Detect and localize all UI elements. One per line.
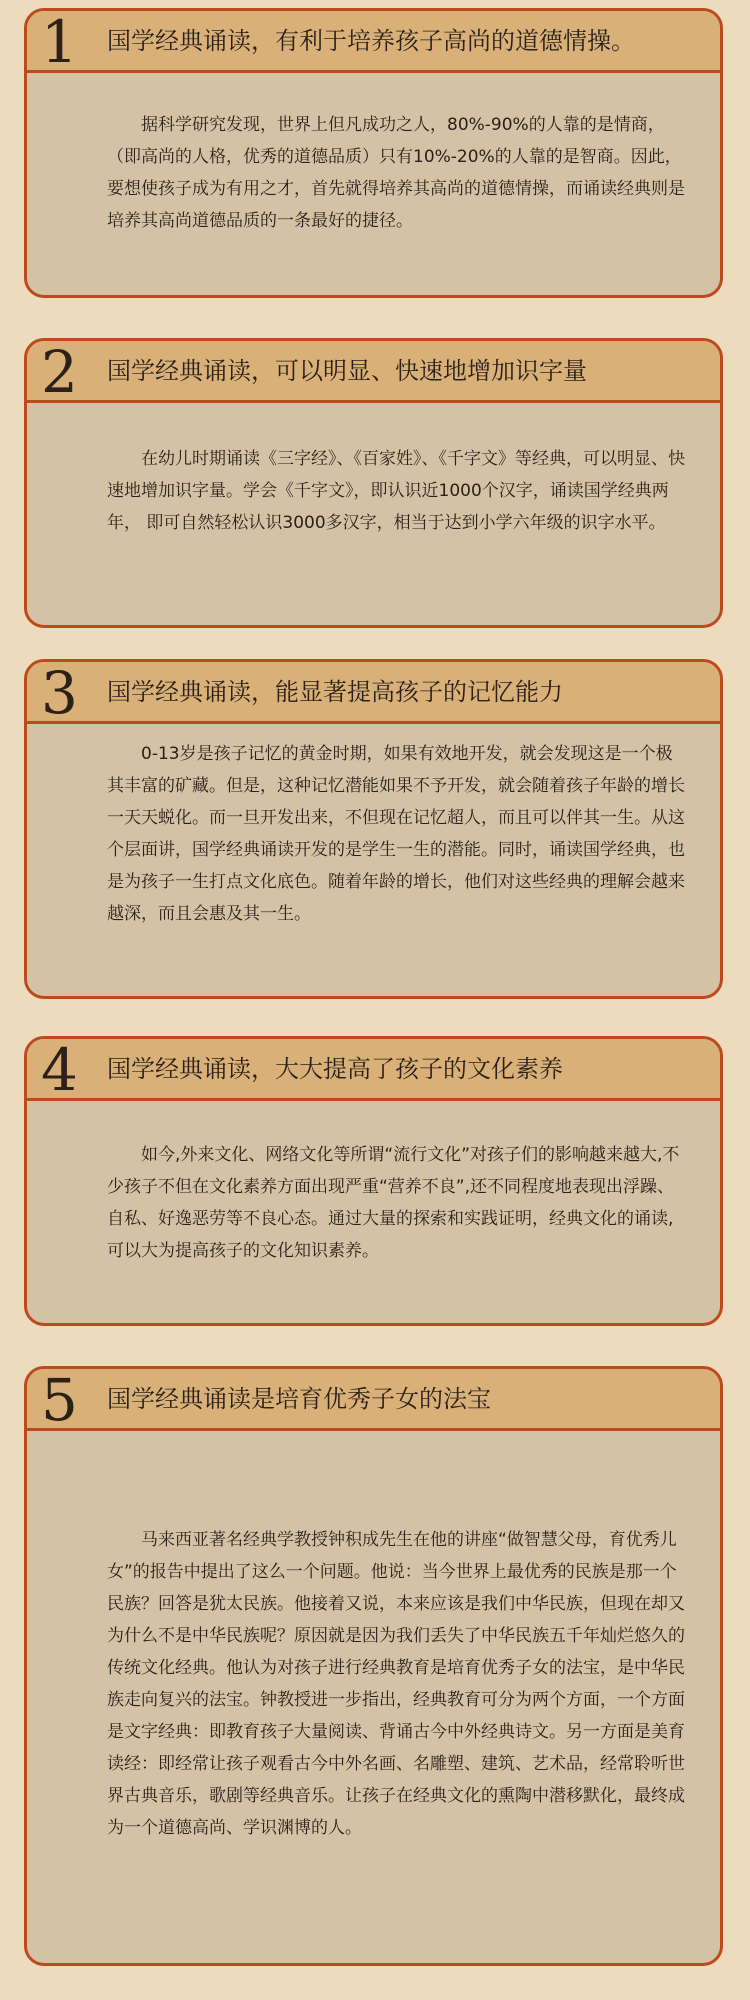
section-title: 国学经典诵读是培育优秀子女的法宝 [107, 1385, 491, 1413]
section-title: 国学经典诵读，可以明显、快速地增加识字量 [107, 357, 587, 385]
section-card-5 [24, 1366, 723, 1966]
section-card-1 [24, 8, 723, 298]
section-header [27, 659, 720, 727]
section-card-2 [24, 338, 723, 628]
section-card-3 [24, 659, 723, 999]
section-header [27, 8, 720, 76]
section-paragraph: 马来西亚著名经典学教授钟积成先生在他的讲座“做智慧父母，育优秀儿女”的报告中提出了这么一个问题。他说：当今世界上最优秀的民族是那一个民族？回答是犹太民族。他接着又说，本来应该是我们中华民族，但现在却又为什么不是中华民族呢？原因就是因为我们丢失了中华民族五千年灿烂悠久的传统文化经典。他认为对孩子进行经典教育是培育优秀子女的法宝，是中华民族走向复兴的法宝。钟教授进一步指出，经典教育可分为两个方面，一个方面是文字经典：即教育孩子大量阅读、背诵古今中外经典诗文。另一方面是美育读经：即经常让孩子观看古今中外名画、名雕塑、建筑、艺术品，经常聆听世界古典音乐，歌剧等经典音乐。让孩子在经典文化的熏陶中潜移默化，最终成为一个道德高尚、学识渊博的人。 [107, 1530, 685, 1838]
section-paragraph: 在幼儿时期诵读《三字经》、《百家姓》、《千字文》等经典，可以明显、快速地增加识字量。学会《千字文》，即认识近1000个汉字，诵读国学经典两年， 即可自然轻松认识3000多汉字，相当于达到小学六年级的识字水平。 [107, 449, 685, 533]
section-body [107, 1524, 686, 1844]
section-body [107, 443, 686, 539]
section-paragraph: 如今,外来文化、网络文化等所谓“流行文化”对孩子们的影响越来越大,不少孩子不但在文化素养方面出现严重“营养不良”,还不同程度地表现出浮躁、自私、好逸恶劳等不良心态。通过大量的探索和实践证明，经典文化的诵读,可以大为提高孩子的文化知识素养。 [107, 1145, 680, 1261]
section-title: 国学经典诵读，大大提高了孩子的文化素养 [107, 1055, 563, 1083]
section-header [27, 1366, 720, 1434]
section-header [27, 1036, 720, 1104]
section-number: 2 [41, 338, 78, 406]
section-number: 1 [41, 8, 78, 76]
section-number: 5 [41, 1366, 78, 1434]
section-body [107, 1139, 686, 1267]
section-body [107, 738, 686, 930]
section-number: 4 [41, 1036, 78, 1104]
section-card-4 [24, 1036, 723, 1326]
section-title: 国学经典诵读，能显著提高孩子的记忆能力 [107, 678, 563, 706]
section-paragraph: 据科学研究发现，世界上但凡成功之人，80%-90%的人靠的是情商，（即高尚的人格，优秀的道德品质）只有10%-20%的人靠的是智商。因此，要想使孩子成为有用之才，首先就得培养其高尚的道德情操，而诵读经典则是培养其高尚道德品质的一条最好的捷径。 [107, 115, 685, 231]
section-paragraph: 0-13岁是孩子记忆的黄金时期，如果有效地开发，就会发现这是一个极其丰富的矿藏。但是，这种记忆潜能如果不予开发，就会随着孩子年龄的增长一天天蜕化。而一旦开发出来，不但现在记忆超人，而且可以伴其一生。从这个层面讲，国学经典诵读开发的是学生一生的潜能。同时，诵读国学经典，也是为孩子一生打点文化底色。随着年龄的增长，他们对这些经典的理解会越来越深，而且会惠及其一生。 [107, 744, 685, 924]
section-body [107, 109, 686, 237]
section-title: 国学经典诵读，有利于培养孩子高尚的道德情操。 [107, 27, 635, 55]
section-header [27, 338, 720, 406]
section-number: 3 [41, 659, 78, 727]
